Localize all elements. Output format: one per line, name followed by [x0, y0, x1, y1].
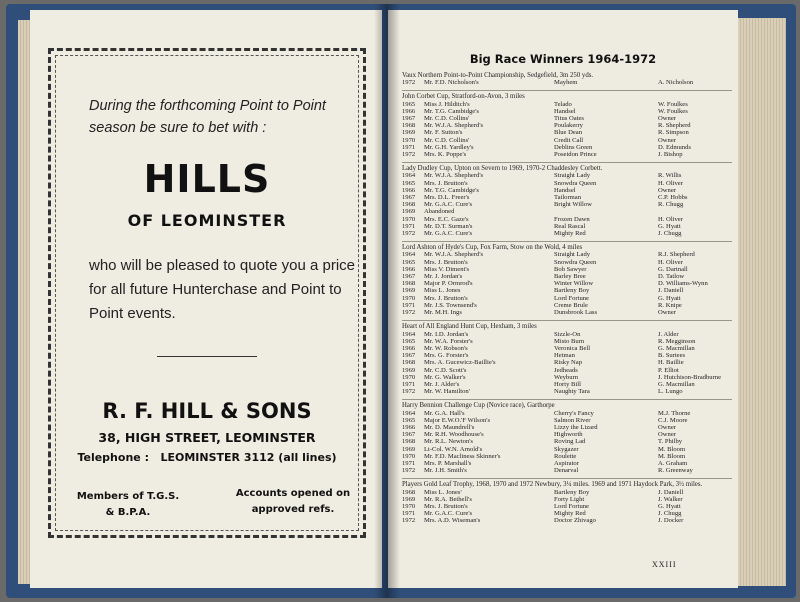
winner-horse: Forty Light [554, 495, 585, 503]
winner-owner: Mr. J. Jordan's [424, 273, 463, 281]
race-name: Players Gold Leaf Trophy, 1968, 1970 and 1972 Newbury, 3¼ miles. 1969 and 1971 Haydock Park, 3½ miles. [402, 481, 703, 489]
winner-row [402, 503, 732, 510]
winner-owner: Mrs. G. Forster's [424, 352, 469, 360]
winner-year: 1972 [402, 151, 416, 159]
winner-horse: Telado [554, 100, 572, 108]
winner-year: 1966 [402, 265, 416, 273]
winner-row [402, 388, 732, 395]
winner-owner: Mr. G. Walker's [424, 373, 466, 381]
winner-horse: Creme Brule [554, 301, 588, 309]
winner-owner: Miss J. Hilditch's [424, 100, 470, 108]
winner-jockey: C.J. Moore [658, 416, 688, 424]
race-name: Lord Ashton of Hyde's Cup, Fox Farm, Stow on the Wold, 4 miles [402, 244, 583, 252]
winner-owner: Mr. F.D. Nicholson's [424, 79, 479, 87]
winner-horse: Weyburn [554, 373, 579, 381]
winner-horse: Handsel [554, 107, 576, 115]
winner-jockey: G. Dartnall [658, 265, 688, 273]
winner-year: 1970 [402, 373, 416, 381]
race-name: Harry Bennion Challenge Cup (Novice race), Garthorpe [402, 402, 555, 410]
advert-intro: During the forthcoming Point to Point season be sure to bet with : [89, 98, 326, 136]
winner-jockey: J. Bishop [658, 151, 683, 159]
winner-owner: Mr. D.T. Surman's [424, 222, 473, 230]
winner-row [402, 453, 732, 460]
winner-jockey: G. Hyatt [658, 294, 681, 302]
winner-row [402, 517, 732, 524]
advert-body: who will be pleased to quote you a price for all future Hunterchase and Point to Point events. [89, 257, 356, 322]
winner-row [402, 137, 732, 144]
winner-year: 1969 [402, 445, 416, 453]
advert-accounts: Accounts opened on approved refs. [235, 488, 351, 515]
winner-horse: Dunsbrook Lass [554, 309, 598, 317]
winner-owner: Mrs. A.D. Wiseman's [424, 517, 481, 525]
winner-jockey: J. Daniell [658, 287, 684, 295]
winner-jockey: Owner [658, 136, 676, 144]
winner-jockey: L. Lungo [658, 388, 683, 396]
winner-owner: Mr. F.D. Macliness Skinner's [424, 452, 501, 460]
winner-horse: Bartleny Boy [554, 287, 590, 295]
winner-horse: Highworth [554, 431, 583, 439]
winner-jockey: J. Alder [658, 330, 679, 338]
winner-year: 1969 [402, 366, 416, 374]
winner-row [402, 144, 732, 151]
winner-jockey: D. Tatlow [658, 273, 685, 281]
winner-horse: Winter Willow [554, 280, 594, 288]
winner-jockey: J. Hutchison-Bradburne [658, 373, 721, 381]
winner-year: 1972 [402, 517, 416, 525]
winner-owner: Mr. W.J.A. Shepherd's [424, 122, 484, 130]
winner-row [402, 194, 732, 201]
advert-members: Members of T.G.S. & B.P.A. [76, 491, 180, 518]
winner-jockey: R. Chugg [658, 201, 684, 209]
winner-row [402, 230, 732, 237]
winner-row [402, 216, 732, 223]
winner-horse: Mayhem [554, 79, 578, 87]
winner-row [402, 287, 732, 294]
winner-row [402, 331, 732, 338]
winner-row [402, 108, 732, 115]
winner-year: 1965 [402, 179, 416, 187]
winner-horse: Aspirator [554, 459, 579, 467]
winner-row [402, 302, 732, 309]
winner-year: 1969 [402, 287, 416, 295]
race-name: John Corbet Cup, Stratford-on-Avon, 3 miles [402, 93, 525, 101]
winner-horse: Straight Lady [554, 251, 591, 259]
winner-year: 1970 [402, 136, 416, 144]
winner-year: 1964 [402, 330, 416, 338]
winner-horse: Naughty Tara [554, 388, 590, 396]
winner-horse: Lord Fortune [554, 502, 589, 510]
winner-year: 1965 [402, 258, 416, 266]
winner-row [402, 352, 732, 359]
winner-jockey: P. Elliot [658, 366, 679, 374]
winner-horse: Credit Call [554, 136, 584, 144]
winner-year: 1969 [402, 129, 416, 137]
winner-owner: Lt-Col. W.N. Arnold's [424, 445, 483, 453]
winner-jockey: R. Knipe [658, 301, 682, 309]
winner-horse: Frozen Dawn [554, 215, 590, 223]
winner-owner: Mr. C.D. Collins' [424, 136, 470, 144]
winner-owner: Mrs. P. Marshall's [424, 459, 472, 467]
winner-owner: Mr. R.A. Bethell's [424, 495, 472, 503]
race-winners-list [402, 70, 732, 529]
winner-owner: Mr. W.J.A. Shepherd's [424, 172, 484, 180]
winner-jockey: W. Foulkes [658, 100, 688, 108]
winner-row [402, 410, 732, 417]
winner-horse: Tailorman [554, 194, 582, 202]
winner-row [402, 367, 732, 374]
winner-jockey: M.J. Thorne [658, 409, 691, 417]
winner-jockey: R. Megginson [658, 337, 696, 345]
winner-year: 1969 [402, 208, 416, 216]
winner-year: 1968 [402, 359, 416, 367]
winner-horse: Lord Fortune [554, 294, 589, 302]
winner-year: 1966 [402, 423, 416, 431]
winner-horse: Jedheads [554, 366, 578, 374]
winner-jockey: M. Bloom [658, 445, 686, 453]
winner-owner: Mrs. A. Gucewicz-Baillie's [424, 359, 496, 367]
race-section [402, 70, 732, 86]
winner-year: 1967 [402, 352, 416, 360]
winner-row [402, 187, 732, 194]
winner-horse: Barley Bree [554, 273, 586, 281]
winner-row [402, 280, 732, 287]
winner-owner: Mr. T.G. Cambidge's [424, 186, 479, 194]
winner-jockey: G. Macmillan [658, 344, 695, 352]
winner-year: 1971 [402, 459, 416, 467]
winner-owner: Mr. M.H. Ings [424, 309, 462, 317]
winner-owner: Mr. G.A.C. Cure's [424, 230, 473, 238]
winner-jockey: R. Willis [658, 172, 682, 180]
winner-year: 1968 [402, 280, 416, 288]
winner-jockey: W. Foulkes [658, 107, 688, 115]
winner-row [402, 309, 732, 316]
winner-horse: Blue Dean [554, 129, 583, 137]
winner-horse: Deblins Green [554, 143, 593, 151]
winner-horse: Poseidon Prince [554, 151, 597, 159]
winner-owner: Mrs. J. Brutton's [424, 294, 468, 302]
winner-jockey: H. Baillie [658, 359, 684, 367]
winner-jockey: B. Surtees [658, 352, 686, 360]
winner-horse: Bartleny Boy [554, 488, 590, 496]
winner-row [402, 431, 732, 438]
winner-horse: Risky Nap [554, 359, 583, 367]
winner-horse: Salmon River [554, 416, 591, 424]
winner-jockey: J. Chugg [658, 230, 682, 238]
winner-owner: Mr. R.H. Woodhouse's [424, 431, 484, 439]
winner-year: 1971 [402, 301, 416, 309]
advert-phone: LEOMINSTER 3112 (all lines) [160, 451, 337, 464]
advert-brand: HILLS [143, 157, 271, 201]
winner-jockey: Owner [658, 186, 676, 194]
winner-horse: Poulakerry [554, 122, 583, 130]
winner-jockey: R. Simpson [658, 129, 689, 137]
winner-owner: Miss L. Jones [424, 287, 461, 295]
winner-jockey: J. Daniell [658, 488, 684, 496]
winner-row [402, 446, 732, 453]
winner-jockey: Owner [658, 309, 676, 317]
winner-jockey: J. Walker [658, 495, 683, 503]
winner-jockey: R. Shepherd [658, 122, 691, 130]
winner-row [402, 510, 732, 517]
winner-year: 1971 [402, 380, 416, 388]
winner-year: 1970 [402, 294, 416, 302]
winner-horse: Horty Bill [554, 380, 581, 388]
winner-jockey: J. Chugg [658, 510, 682, 518]
winner-owner: Major E.W.O.'F Wilson's [424, 416, 491, 424]
winner-year: 1971 [402, 222, 416, 230]
winner-year: 1968 [402, 122, 416, 130]
winner-horse: Skygazer [554, 445, 579, 453]
winner-horse: Snowdra Queen [554, 258, 597, 266]
winner-owner: Mrs. E.C. Gaze's [424, 215, 469, 223]
winner-year: 1967 [402, 431, 416, 439]
winner-year: 1968 [402, 438, 416, 446]
winner-row [402, 295, 732, 302]
advert-address: 38, HIGH STREET, LEOMINSTER [98, 430, 316, 445]
winner-row [402, 467, 732, 474]
winner-owner: Mr. G.H. Yardley's [424, 143, 474, 151]
winner-row [402, 180, 732, 187]
winner-owner: Abandoned [424, 208, 455, 216]
winner-year: 1972 [402, 230, 416, 238]
spine-shadow [374, 4, 400, 598]
winner-horse: Snowdra Queen [554, 179, 597, 187]
winner-owner: Mr. G.A.C. Cure's [424, 201, 473, 209]
winner-owner: Miss L. Jones' [424, 488, 462, 496]
winner-owner: Mr. D. Maundrell's [424, 423, 475, 431]
winner-row [402, 129, 732, 136]
winner-owner: Mr. W. Hamilton' [424, 388, 470, 396]
winner-horse: Straight Lady [554, 172, 591, 180]
winner-row [402, 251, 732, 258]
winner-horse: Roving Lad [554, 438, 586, 446]
winner-horse: Hetman [554, 352, 575, 360]
winner-jockey: G. Hyatt [658, 502, 681, 510]
winner-row [402, 374, 732, 381]
race-name: Lady Dudley Cup, Upton on Severn to 1969, 1970-2 Chaddesley Corbett. [402, 165, 603, 173]
winner-horse: Real Rascal [554, 222, 586, 230]
winner-horse: Handsel [554, 186, 576, 194]
winner-year: 1967 [402, 115, 416, 123]
winner-jockey: Owner [658, 423, 676, 431]
page-number: XXIII [652, 560, 677, 569]
winner-owner: Mr. C.D. Collins' [424, 115, 470, 123]
winner-year: 1970 [402, 502, 416, 510]
winner-owner: Mr. J.S. Townsend's [424, 301, 477, 309]
winner-jockey: H. Oliver [658, 215, 683, 223]
winner-horse: Lizzy the Lizard [554, 423, 598, 431]
winner-row [402, 115, 732, 122]
winner-owner: Miss V. Diment's [424, 265, 470, 273]
winner-jockey [658, 208, 732, 215]
winner-jockey: D. Williams-Wynn [658, 280, 708, 288]
winner-row [402, 489, 732, 496]
winner-horse [554, 208, 658, 215]
winner-owner: Mr. G.A. Hall's [424, 409, 465, 417]
winner-jockey: T. Philby [658, 438, 683, 446]
winner-year: 1965 [402, 337, 416, 345]
winner-year: 1967 [402, 194, 416, 202]
winner-jockey: R.J. Shepherd [658, 251, 695, 259]
winner-row [402, 101, 732, 108]
winner-row [402, 151, 732, 158]
winner-year: 1969 [402, 495, 416, 503]
winner-jockey: Owner [658, 115, 676, 123]
winner-jockey: C.P. Hobbs [658, 194, 688, 202]
winner-row [402, 201, 732, 208]
winner-jockey: D. Edmunds [658, 143, 691, 151]
winner-row [402, 417, 732, 424]
race-name: Vaux Northern Point-to-Point Championship, Sedgefield, 3m 250 yds. [402, 72, 594, 79]
winner-year: 1970 [402, 452, 416, 460]
winner-jockey: A. Graham [658, 459, 688, 467]
winner-year: 1971 [402, 143, 416, 151]
advert-phone-label: Telephone : [77, 451, 149, 464]
winner-year: 1966 [402, 107, 416, 115]
winner-horse: Titus Oates [554, 115, 584, 123]
winner-owner: Mrs. K. Poppe's [424, 151, 467, 159]
winner-jockey: H. Oliver [658, 179, 683, 187]
winner-owner: Mr. J. Alder's [424, 380, 460, 388]
winner-jockey: H. Oliver [658, 258, 683, 266]
winner-owner: Mr. W. Robson's [424, 344, 468, 352]
winner-owner: Mr. T.G. Cambidge's [424, 107, 479, 115]
page-edges-right [738, 18, 786, 586]
winner-owner: Mr. W.J.A. Shepherd's [424, 251, 484, 259]
winner-row [402, 460, 732, 467]
winner-horse: Mighty Red [554, 510, 586, 518]
winner-row [402, 122, 732, 129]
race-section [402, 90, 732, 158]
race-section [402, 320, 732, 395]
winner-year: 1966 [402, 344, 416, 352]
winner-row [402, 172, 732, 179]
winner-jockey: G. Hyatt [658, 222, 681, 230]
winner-row [402, 223, 732, 230]
winner-year: 1966 [402, 186, 416, 194]
race-section [402, 162, 732, 237]
winner-year: 1964 [402, 409, 416, 417]
winner-horse: Roulette [554, 452, 577, 460]
winner-year: 1972 [402, 467, 416, 475]
winner-horse: Bright Willow [554, 201, 592, 209]
advert-phone-line [51, 451, 363, 464]
winner-jockey: G. Macmillan [658, 380, 695, 388]
winner-owner: Mrs. D.L. Freer's [424, 194, 470, 202]
race-name: Heart of All England Hunt Cup, Hexham, 3 miles [402, 323, 537, 331]
winner-year: 1972 [402, 388, 416, 396]
winner-horse: Bob Sawyer [554, 265, 587, 273]
winner-row [402, 359, 732, 366]
winner-owner: Mrs. J. Brutton's [424, 179, 468, 187]
winner-horse: Mighty Red [554, 230, 586, 238]
winner-year: 1964 [402, 172, 416, 180]
winner-jockey: Owner [658, 431, 676, 439]
winner-horse: Denarval [554, 467, 579, 475]
winner-year: 1967 [402, 273, 416, 281]
advert-location: OF LEOMINSTER [127, 211, 287, 230]
page-title: Big Race Winners 1964-1972 [469, 52, 657, 66]
race-section [402, 478, 732, 524]
winner-row [402, 273, 732, 280]
advert-company: R. F. HILL & SONS [102, 399, 312, 423]
winner-owner: Mr. G.A.C. Cure's [424, 510, 473, 518]
winner-year: 1970 [402, 215, 416, 223]
winner-owner: Mr. R.L. Newton's [424, 438, 473, 446]
winner-row [402, 496, 732, 503]
winner-jockey: A. Nicholson [658, 79, 694, 87]
winner-horse: Sizzle-On [554, 330, 581, 338]
winner-owner: Mr. F. Sutton's [424, 129, 463, 137]
winner-owner: Mr. I.D. Jordan's [424, 330, 469, 338]
winner-row [402, 259, 732, 266]
winner-year: 1968 [402, 201, 416, 209]
winner-owner: Mrs. J. Brutton's [424, 258, 468, 266]
winner-owner: Mr. W.A. Forster's [424, 337, 473, 345]
winner-year: 1964 [402, 251, 416, 259]
winner-horse: Misto Burn [554, 337, 585, 345]
winner-owner: Mrs. J. Brutton's [424, 502, 468, 510]
winner-jockey: M. Bloom [658, 452, 686, 460]
hills-advert [48, 48, 366, 538]
winner-year: 1971 [402, 510, 416, 518]
winner-year: 1965 [402, 100, 416, 108]
winner-year: 1965 [402, 416, 416, 424]
race-section [402, 241, 732, 316]
winner-year: 1968 [402, 488, 416, 496]
winner-year: 1972 [402, 309, 416, 317]
winner-year: 1972 [402, 79, 416, 87]
winner-row [402, 438, 732, 445]
winner-row [402, 208, 732, 215]
winner-owner: Mr. J.H. Smith's [424, 467, 467, 475]
advert-divider [157, 356, 257, 357]
winner-row [402, 338, 732, 345]
winner-jockey: J. Docker [658, 517, 684, 525]
race-section [402, 399, 732, 474]
winner-horse: Cherry's Fancy [554, 409, 594, 417]
winner-row [402, 381, 732, 388]
winner-row [402, 79, 732, 86]
winner-horse: Doctor Zhivago [554, 517, 596, 525]
winner-owner: Major P. Ormrod's [424, 280, 473, 288]
winner-row [402, 424, 732, 431]
winner-row [402, 345, 732, 352]
winner-owner: Mr. C.D. Scott's [424, 366, 467, 374]
winner-jockey: R. Greenway [658, 467, 693, 475]
winner-horse: Veronica Bell [554, 344, 591, 352]
winner-row [402, 266, 732, 273]
